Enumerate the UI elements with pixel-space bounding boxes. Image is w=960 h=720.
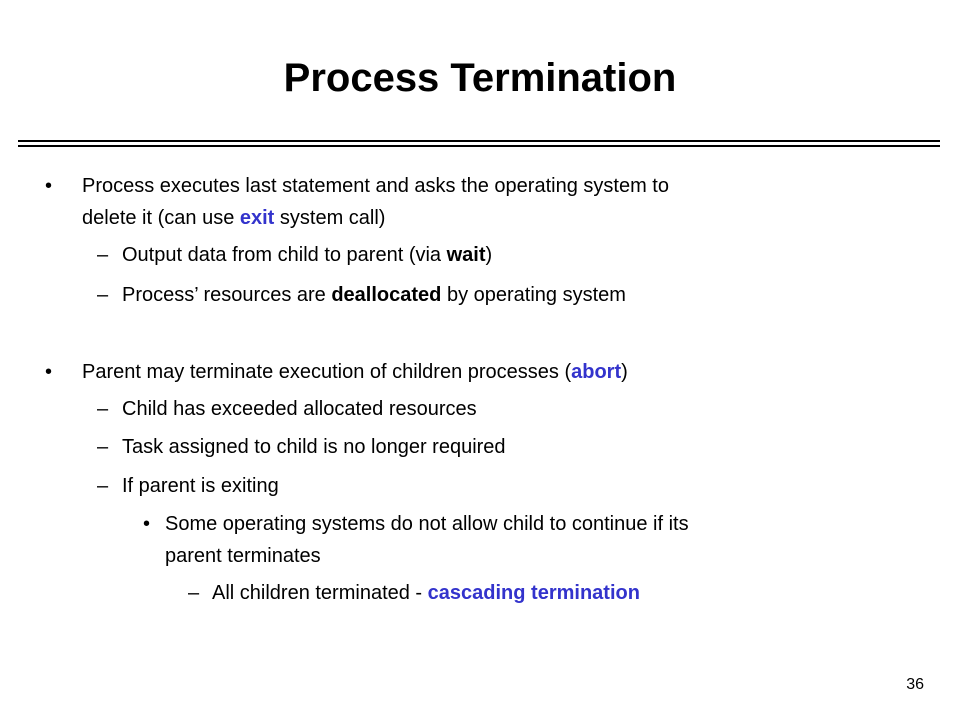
sub-text: Process’ resources are [122, 284, 332, 306]
dash-marker: – [97, 436, 109, 458]
keyword-abort: abort [571, 361, 622, 383]
keyword-cascading-termination: cascading termination [427, 582, 640, 604]
page-number: 36 [906, 676, 924, 693]
bullet-2-line-1 [82, 356, 628, 388]
bullet-1-text: Process executes last statement and asks the operating system to [82, 175, 669, 197]
bullet-marker: • [143, 513, 151, 535]
bullet-marker: • [45, 175, 53, 197]
leaf-text: All children terminated - [212, 582, 428, 604]
bullet-2-sub-3: If parent is exiting [122, 475, 279, 497]
bullet-2-subsub-line-2: parent terminates [165, 545, 321, 567]
bullet-1-sub-1 [122, 239, 492, 271]
sub-text-end: ) [485, 244, 493, 266]
slide-title: Process Termination [283, 56, 677, 100]
bullet-1-line-2 [82, 202, 385, 234]
dash-marker: – [97, 244, 109, 266]
bullet-2-sub-1: Child has exceeded allocated resources [122, 398, 477, 420]
bullet-2-text: Parent may terminate execution of children processes ( [82, 361, 572, 383]
bullet-1-text-end: system call) [274, 207, 386, 229]
bullet-2-subsub-line-1: Some operating systems do not allow child to continue if its [165, 513, 689, 535]
title-divider-bottom [18, 145, 940, 147]
bullet-1-line-1 [82, 170, 669, 202]
sub-text-end: by operating system [441, 284, 626, 306]
bullet-2-leaf [212, 577, 640, 609]
bullet-1-sub-2 [122, 279, 626, 311]
dash-marker: – [188, 582, 200, 604]
bullet-2-text-end: ) [621, 361, 628, 383]
dash-marker: – [97, 398, 109, 420]
keyword-deallocated: deallocated [331, 284, 442, 306]
title-divider-top [18, 140, 940, 142]
keyword-exit: exit [239, 207, 275, 229]
bullet-1-text-cont: delete it (can use [82, 207, 240, 229]
bullet-marker: • [45, 361, 53, 383]
dash-marker: – [97, 475, 109, 497]
bullet-2-sub-2: Task assigned to child is no longer required [122, 436, 506, 458]
dash-marker: – [97, 284, 109, 306]
keyword-wait: wait [446, 244, 486, 266]
sub-text: Output data from child to parent (via [122, 244, 447, 266]
